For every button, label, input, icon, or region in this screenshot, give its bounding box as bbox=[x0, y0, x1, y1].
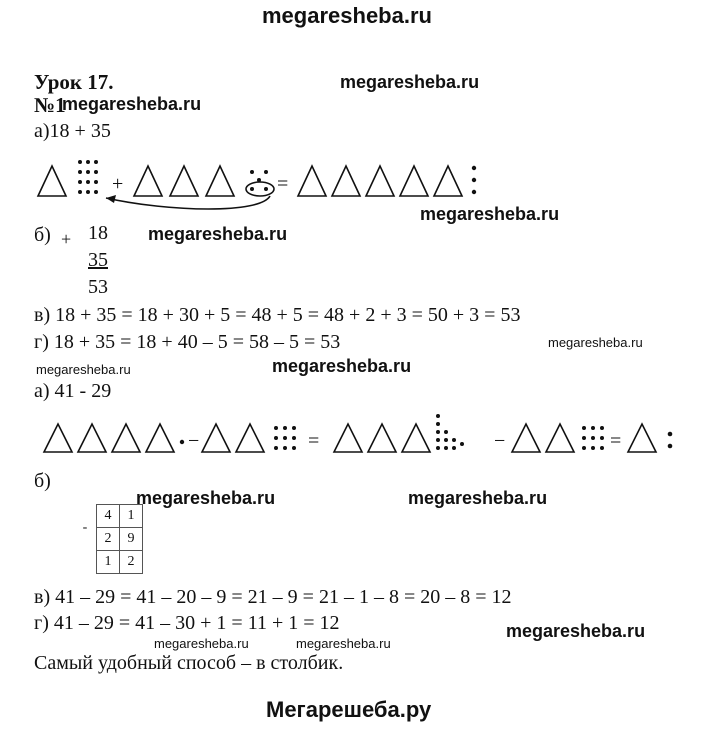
table-cell: 2 bbox=[120, 551, 143, 574]
eight-dots bbox=[78, 160, 98, 194]
minus-sign: − bbox=[188, 430, 200, 452]
table-cell: 2 bbox=[97, 528, 120, 551]
equals-sign: = bbox=[610, 430, 622, 452]
column-top-number: 18 bbox=[88, 222, 108, 244]
triangle-ten bbox=[368, 424, 396, 452]
watermark: megaresheba.ru bbox=[506, 621, 646, 641]
triangle-ten bbox=[400, 166, 428, 196]
watermark-bottom: Мегарешеба.ру bbox=[266, 697, 432, 722]
nine-dots bbox=[582, 426, 604, 450]
part2-v-line: в) 41 – 29 = 41 – 20 – 9 = 21 – 9 = 21 – 1 – 8 = 20 – 8 = 12 bbox=[34, 586, 512, 608]
watermark-small: megaresheba.ru bbox=[296, 636, 391, 651]
triangle-ten bbox=[146, 424, 174, 452]
triangle-ten bbox=[78, 424, 106, 452]
table-cell: 1 bbox=[97, 551, 120, 574]
triangle-ten bbox=[512, 424, 540, 452]
addition-diagram bbox=[30, 152, 510, 214]
watermark: megaresheba.ru bbox=[272, 356, 412, 376]
conclusion: Самый удобный способ – в столбик. bbox=[34, 652, 344, 674]
five-dots bbox=[250, 170, 268, 191]
triangle-ten bbox=[112, 424, 140, 452]
triangle-ten bbox=[434, 166, 462, 196]
table-cell: 9 bbox=[120, 528, 143, 551]
subtraction-diagram bbox=[36, 412, 686, 468]
triangle-ten bbox=[334, 424, 362, 452]
watermark-small: megaresheba.ru bbox=[36, 362, 131, 377]
watermark-top: megaresheba.ru bbox=[262, 3, 432, 28]
triangle-ten bbox=[134, 166, 162, 196]
watermark: megaresheba.ru bbox=[148, 224, 288, 244]
triangle-ten bbox=[628, 424, 656, 452]
triangle-ten bbox=[202, 424, 230, 452]
watermark-small: megaresheba.ru bbox=[154, 636, 249, 651]
triangle-ten bbox=[206, 166, 234, 196]
part2-b-label: б) bbox=[34, 470, 51, 492]
one-dot bbox=[180, 440, 184, 444]
watermark: megaresheba.ru bbox=[136, 488, 276, 508]
eleven-dots bbox=[436, 414, 464, 450]
watermark: megaresheba.ru bbox=[420, 204, 560, 224]
table-cell: 1 bbox=[120, 505, 143, 528]
table-cell: 4 bbox=[97, 505, 120, 528]
triangle-ten bbox=[170, 166, 198, 196]
minus-sign: − bbox=[494, 430, 506, 452]
watermark: megaresheba.ru bbox=[408, 488, 548, 508]
plus-sign: + bbox=[61, 229, 72, 249]
column-result: 53 bbox=[88, 276, 108, 298]
watermark: megaresheba.ru bbox=[62, 94, 202, 114]
triangle-ten bbox=[38, 166, 66, 196]
column-second-number: 35 bbox=[88, 249, 108, 271]
minus-sign: - bbox=[74, 505, 97, 551]
part1-g-line: г) 18 + 35 = 18 + 40 – 5 = 58 – 5 = 53 bbox=[34, 331, 341, 353]
triangle-ten bbox=[298, 166, 326, 196]
task-number: №1 bbox=[34, 93, 66, 117]
column-subtraction-table bbox=[74, 504, 143, 574]
part1-a-label: а)18 + 35 bbox=[34, 120, 111, 142]
watermark: megaresheba.ru bbox=[340, 72, 480, 92]
three-dots bbox=[472, 166, 476, 194]
equals-sign: = bbox=[277, 173, 289, 195]
part1-b-label: б) bbox=[34, 224, 51, 246]
triangle-ten bbox=[236, 424, 264, 452]
nine-dots bbox=[274, 426, 296, 450]
triangle-ten bbox=[332, 166, 360, 196]
triangle-ten bbox=[402, 424, 430, 452]
part2-g-line: г) 41 – 29 = 41 – 30 + 1 = 11 + 1 = 12 bbox=[34, 612, 340, 634]
two-dots bbox=[668, 432, 673, 449]
plus-sign: + bbox=[112, 173, 124, 195]
part1-v-line: в) 18 + 35 = 18 + 30 + 5 = 48 + 5 = 48 + 2 + 3 = 50 + 3 = 53 bbox=[34, 304, 521, 326]
triangle-ten bbox=[366, 166, 394, 196]
part2-a-label: а) 41 - 29 bbox=[34, 380, 112, 402]
lesson-title: Урок 17. bbox=[34, 70, 114, 94]
transfer-arrow bbox=[106, 196, 270, 209]
equals-sign: = bbox=[308, 430, 320, 452]
triangle-ten bbox=[44, 424, 72, 452]
triangle-ten bbox=[546, 424, 574, 452]
watermark-small: megaresheba.ru bbox=[548, 335, 643, 350]
